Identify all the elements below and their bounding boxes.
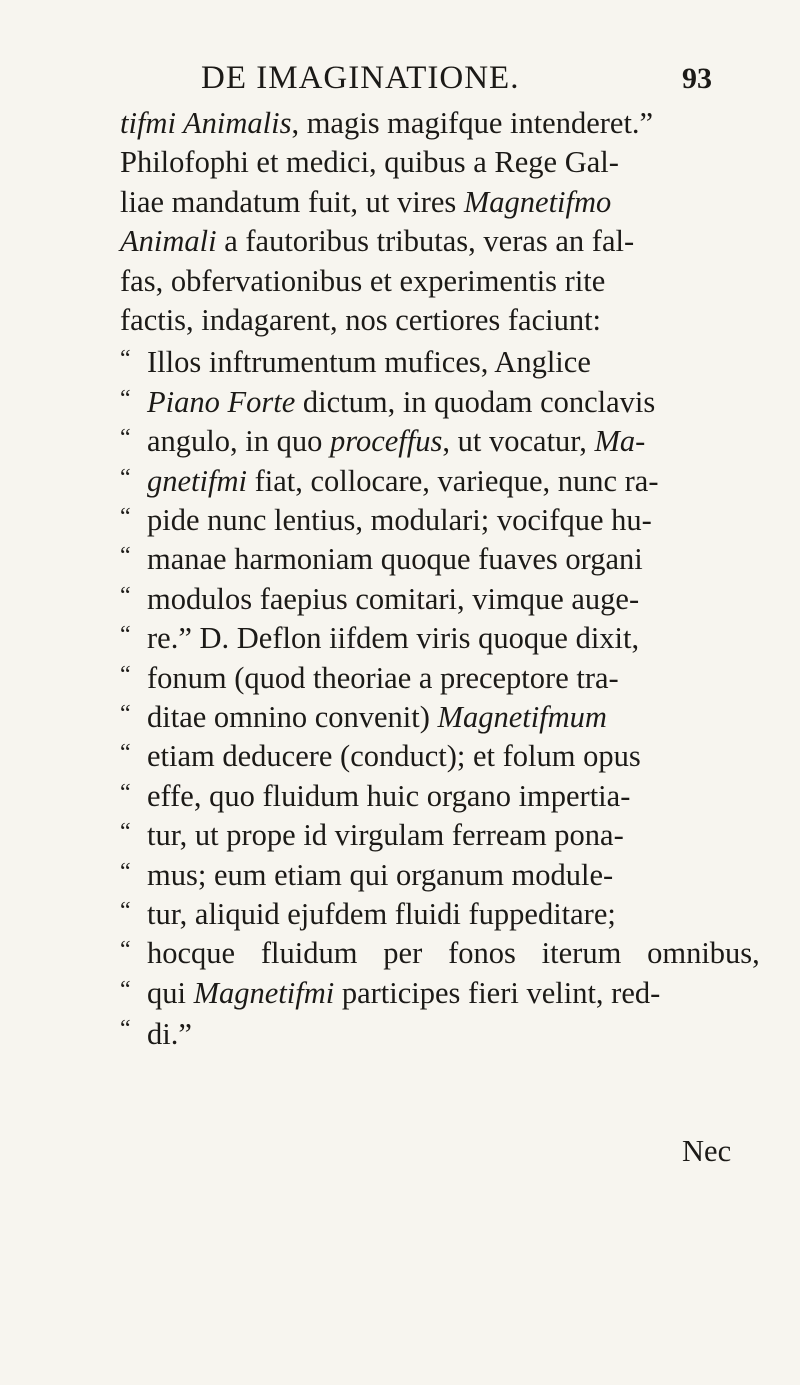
text-segment: fonum (quod theoriae a preceptore tra-: [147, 660, 619, 695]
text-line: [120, 930, 760, 970]
text-line: [120, 773, 630, 813]
text-segment: pide nunc lentius, modulari; vocifque hu-: [147, 503, 652, 537]
text-segment: etiam deducere (conduct); et folum opus: [147, 739, 641, 774]
quotation-mark: “: [120, 898, 131, 924]
text-segment: fas, obfervationibus et experimentis rite: [120, 263, 606, 298]
text-segment: re.” D. Deflon iifdem viris quoque dixit,: [147, 621, 640, 656]
text-line: [120, 970, 660, 1010]
text-line: [120, 655, 619, 695]
italic-text: Ma-: [594, 424, 646, 459]
text-line: [120, 694, 607, 734]
text-line: [120, 103, 653, 143]
text-segment: tur, ut prope id virgulam ferream pona-: [147, 818, 624, 853]
text-line: [120, 261, 605, 301]
text-segment: effe, quo fluidum huic organo impertia-: [147, 778, 631, 813]
text-segment: manae harmoniam quoque fuaves organi: [147, 542, 643, 577]
quotation-mark: “: [120, 819, 131, 846]
running-head: [0, 56, 800, 106]
text-line: [120, 339, 591, 379]
italic-text: gnetifmi: [147, 463, 247, 498]
quotation-mark: “: [120, 346, 131, 373]
quotation-mark: “: [120, 543, 131, 570]
quotation-mark: “: [120, 504, 131, 530]
text-line: [120, 576, 639, 616]
quotation-mark: “: [120, 385, 131, 412]
quotation-mark: “: [120, 464, 131, 491]
text-segment: qui: [147, 975, 194, 1010]
quotation-mark: “: [120, 582, 131, 609]
text-segment: hocque fluidum per fonos iterum omnibus,: [147, 936, 760, 971]
quotation-mark: “: [120, 661, 131, 688]
text-line: [120, 852, 613, 892]
italic-text: Animali: [120, 224, 217, 259]
text-segment: tur, aliquid ejufdem fluidi fuppeditare;: [147, 897, 616, 931]
text-segment: modulos faepius comitari, vimque auge-: [147, 581, 640, 616]
quotation-mark: “: [120, 1016, 131, 1043]
text-segment: di.”: [147, 1017, 192, 1052]
text-line: [120, 1009, 192, 1052]
italic-text: tifmi Animalis: [120, 106, 292, 140]
text-line: [120, 497, 652, 537]
quotation-mark: “: [120, 425, 131, 452]
text-segment: factis, indagarent, nos certiores faciunt:: [120, 303, 602, 337]
quotation-mark: “: [120, 976, 131, 1003]
text-segment: ditae omnino convenit): [147, 700, 438, 734]
text-line: [120, 221, 634, 261]
italic-text: Piano Forte: [147, 384, 296, 419]
text-segment: angulo, in quo: [147, 424, 330, 459]
text-segment: Philofophi et medici, quibus a Rege Gal-: [120, 145, 619, 180]
text-line: [120, 733, 641, 773]
italic-text: Magnetifmum: [437, 700, 607, 734]
text-segment: participes fieri velint, red-: [334, 975, 661, 1010]
text-segment: , ut vocatur,: [442, 424, 595, 459]
text-line: [120, 536, 643, 576]
italic-text: Magnetifmi: [193, 975, 335, 1010]
quotation-mark: “: [120, 622, 131, 649]
quotation-mark: “: [120, 779, 131, 806]
text-segment: Illos inftrumentum mufices, Anglice: [147, 345, 591, 380]
text-line: [120, 142, 619, 182]
page-number: 93: [682, 62, 712, 95]
text-line: [120, 891, 616, 931]
text-segment: , magis magifque intenderet.”: [291, 106, 654, 140]
text-segment: mus; eum etiam qui organum module-: [147, 857, 614, 892]
text-segment: dictum, in quodam conclavis: [295, 384, 656, 419]
text-segment: liae mandatum fuit, ut vires: [120, 184, 464, 219]
text-line: [120, 418, 645, 458]
text-line: [120, 379, 655, 419]
italic-text: proceffus: [330, 424, 443, 459]
catchword: Nec: [682, 1134, 732, 1168]
text-line: [120, 300, 601, 340]
quotation-mark: “: [120, 937, 131, 964]
text-line: [120, 615, 639, 655]
text-segment: fiat, collocare, varieque, nunc ra-: [246, 463, 659, 498]
text-line: [120, 458, 659, 498]
quotation-mark: “: [120, 701, 131, 727]
running-title: DE IMAGINATIONE.: [201, 60, 520, 96]
italic-text: Magnetifmo: [463, 184, 612, 219]
text-line: [120, 812, 624, 852]
text-line: [120, 182, 611, 222]
text-segment: a fautoribus tributas, veras an fal-: [216, 224, 635, 259]
quotation-mark: “: [120, 740, 131, 767]
quotation-mark: “: [120, 858, 131, 885]
